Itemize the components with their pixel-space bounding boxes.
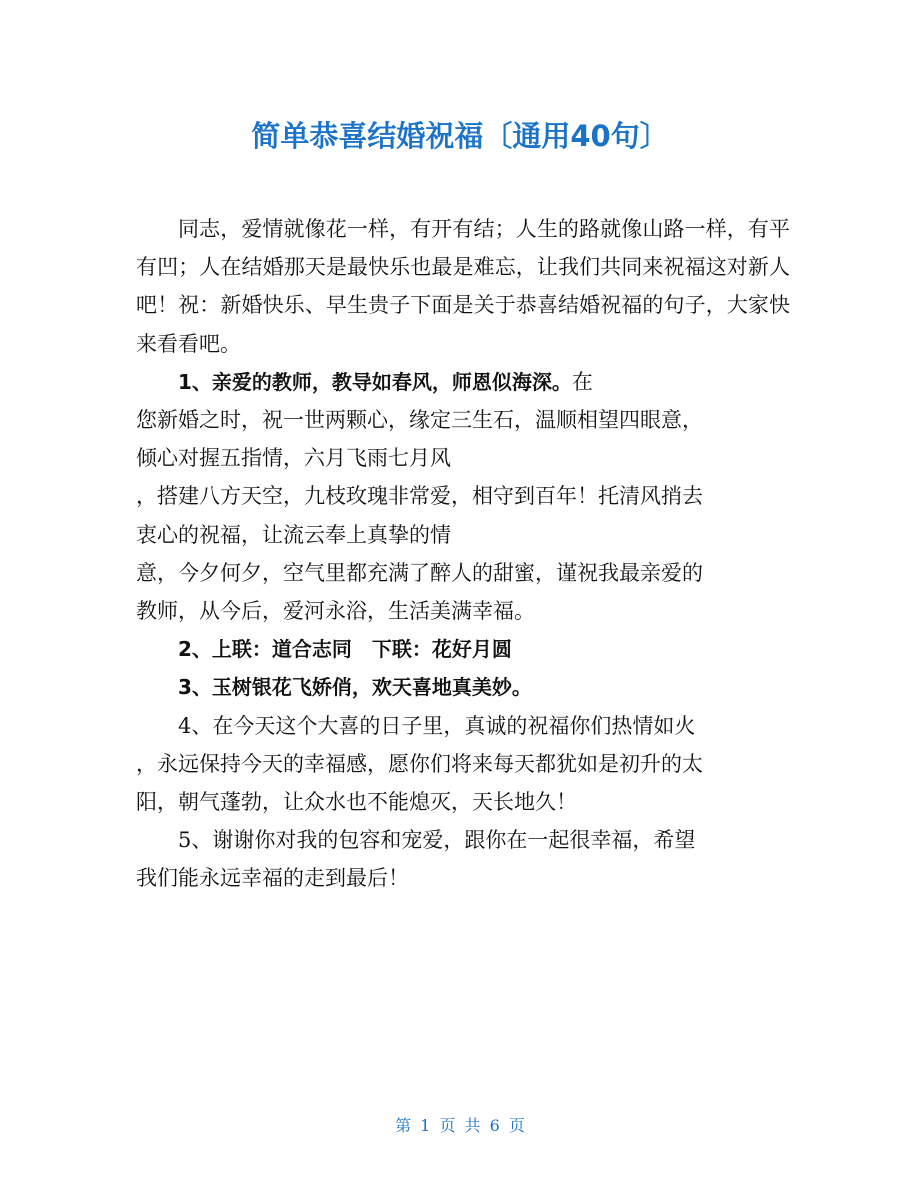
item-5-paragraph xyxy=(136,821,790,859)
page-footer xyxy=(0,1114,920,1138)
item-5-line-1: 5、谢谢你对我的包容和宠爱，跟你在一起很幸福，希望 xyxy=(178,828,696,853)
item-1-heading: 1、亲爱的教师，教导如春风，师恩似海深。 xyxy=(178,369,572,394)
item-5-line-2: 我们能永远幸福的走到最后！ xyxy=(136,866,409,891)
item-1-line-5: 衷心的祝福，让流云奉上真挚的情 xyxy=(136,522,451,547)
item-2-paragraph xyxy=(136,630,790,668)
item-1-continuation xyxy=(136,401,790,630)
item-4-paragraph xyxy=(136,707,790,745)
intro-line-1: 同志，爱情就像花一样，有开有结；人生的路就像山路一 xyxy=(178,217,706,241)
item-4-line-2: ，永远保持今天的幸福感，愿你们将来每天都犹如是初升的太 xyxy=(136,751,703,776)
item-1-line-4: ，搭建八方天空，九枝玫瑰非常爱，相守到百年！托清风捎去 xyxy=(136,484,703,509)
item-1-line-7: 教师，从今后，爱河永浴，生活美满幸福。 xyxy=(136,599,535,624)
item-5-continuation xyxy=(136,859,790,897)
item-1-paragraph xyxy=(136,363,790,401)
item-1-lead: 在 xyxy=(571,369,593,394)
item-3-text: 3、玉树银花飞娇俏，欢天喜地真美妙。 xyxy=(178,675,532,700)
document-title: 简单恭喜结婚祝福〔通用40句〕 xyxy=(251,119,669,153)
item-1-line-3: 倾心对握五指情，六月飞雨七月风 xyxy=(136,446,451,471)
item-4-continuation xyxy=(136,745,790,821)
intro-line-3: 同来祝福这对新人吧！祝：新婚快乐、早生贵子下面是关于恭 xyxy=(136,255,791,318)
item-1-line-6: 意，今夕何夕，空气里都充满了醉人的甜蜜，谨祝我最亲爱的 xyxy=(136,560,703,585)
document-body xyxy=(136,210,790,898)
item-4-line-1: 4、在今天这个大喜的日子里，真诚的祝福你们热情如火 xyxy=(178,713,696,738)
item-3-paragraph xyxy=(136,668,790,706)
item-2-text: 2、上联：道合志同 下联：花好月圆 xyxy=(178,637,512,662)
intro-line-2: 样，有平有凹；人在结婚那天是最快乐也最是难忘，让我们共 xyxy=(136,217,791,280)
intro-paragraph xyxy=(136,210,790,363)
intro-line-4: 喜结婚祝福的句子，大家快来看看吧。 xyxy=(136,293,791,356)
item-1-line-2: 您新婚之时，祝一世两颗心，缘定三生石，温顺相望四眼意， xyxy=(136,408,703,433)
page-indicator: 第 1 页 共 6 页 xyxy=(395,1116,525,1135)
item-4-line-3: 阳，朝气蓬勃，让众水也不能熄灭，天长地久！ xyxy=(136,790,577,815)
